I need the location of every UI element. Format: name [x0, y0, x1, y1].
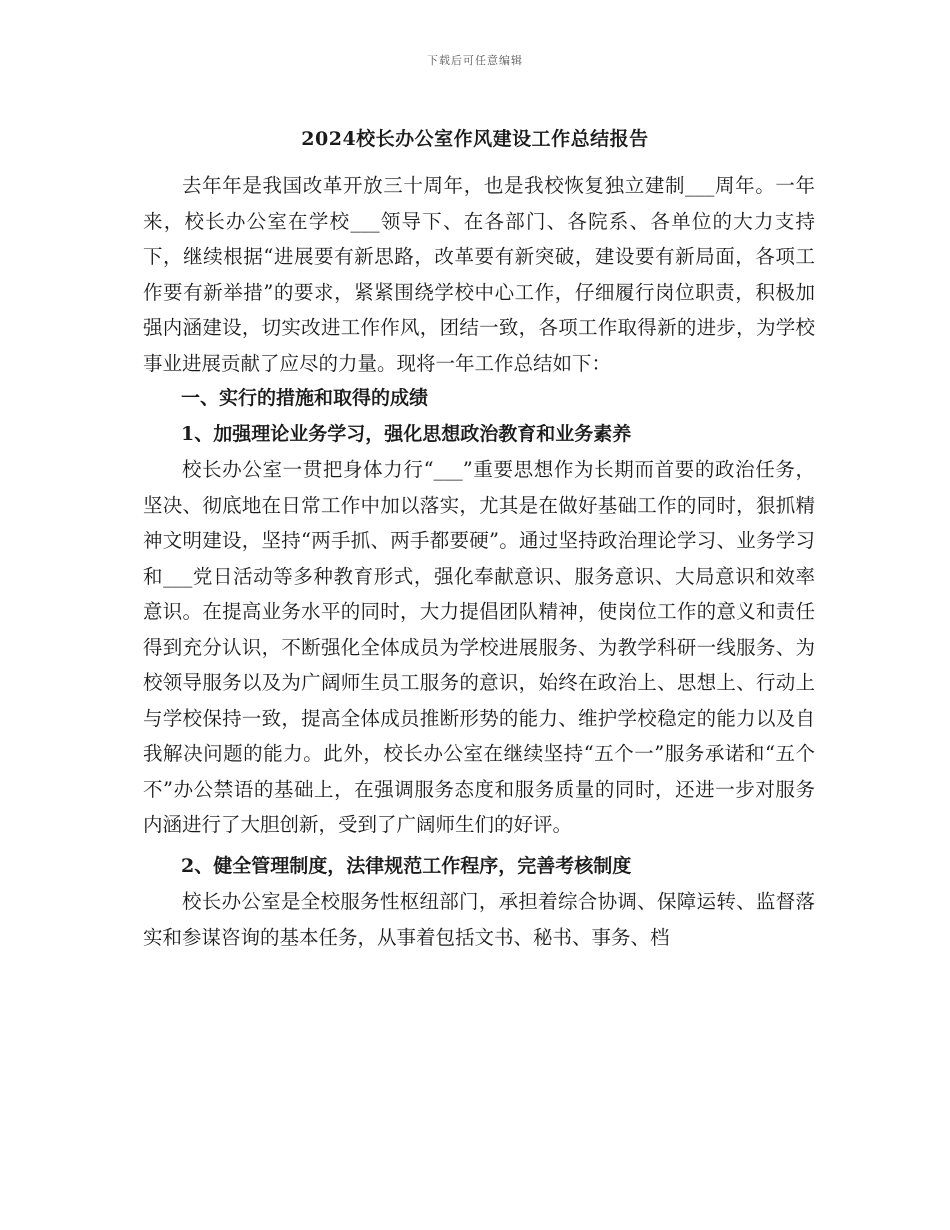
paragraph-study: 校长办公室一贯把身体力行“___”重要思想作为长期而首要的政治任务，坚决、彻底地在日常工作中加以落实，尤其是在做好基础工作的同时，狠抓精神文明建设，坚持“两手抓、两手都要硬”。通过坚持政治理论学习、业务学习和___党日活动等多种教育形式，强化奉献意识、服务意识、大局意识和效率意识。在提高业务水平的同时，大力提倡团队精神，使岗位工作的意义和责任得到充分认识，不断强化全体成员为学校进展服务、为教学科研一线服务、为校领导服务以及为广阔师生员工服务的意识，始终在政治上、思想上、行动上与学校保持一致，提高全体成员推断形势的能力、维护学校稳定的能力以及自我解决问题的能力。此外，校长办公室在继续坚持“五个一”服务承诺和“五个不”办公禁语的基础上，在强调服务态度和服务质量的同时，还进一步对服务内涵进行了大胆创新，受到了广阔师生们的好评。 [143, 458, 815, 836]
document-title: 2024校长办公室作风建设工作总结报告 [301, 128, 649, 150]
intro-paragraph: 去年年是我国改革开放三十周年，也是我校恢复独立建制___周年。一年来，校长办公室在学校___领导下、在各部门、各院系、各单位的大力支持下，继续根据“进展要有新思路，改革要有新突破，建设要有新局面，各项工作要有新举措”的要求，紧紧围绕学校中心工作，仔细履行岗位职责，积极加强内涵建设，切实改进工作作风，团结一致，各项工作取得新的进步，为学校事业进展贡献了应尽的力量。现将一年工作总结如下： [143, 174, 815, 375]
subsection-heading-1: 1、加强理论业务学习，强化思想政治教育和业务素养 [181, 422, 632, 445]
paragraph-management: 校长办公室是全校服务性枢纽部门，承担着综合协调、保障运转、监督落实和参谋咨询的基本任务，从事着包括文书、秘书、事务、档 [143, 890, 815, 949]
section-heading: 一、实行的措施和取得的成绩 [181, 387, 429, 409]
header-note: 下载后可任意编辑 [427, 54, 523, 67]
subsection-heading-2: 2、健全管理制度，法律规范工作程序，完善考核制度 [181, 854, 632, 877]
document-body [143, 168, 815, 955]
